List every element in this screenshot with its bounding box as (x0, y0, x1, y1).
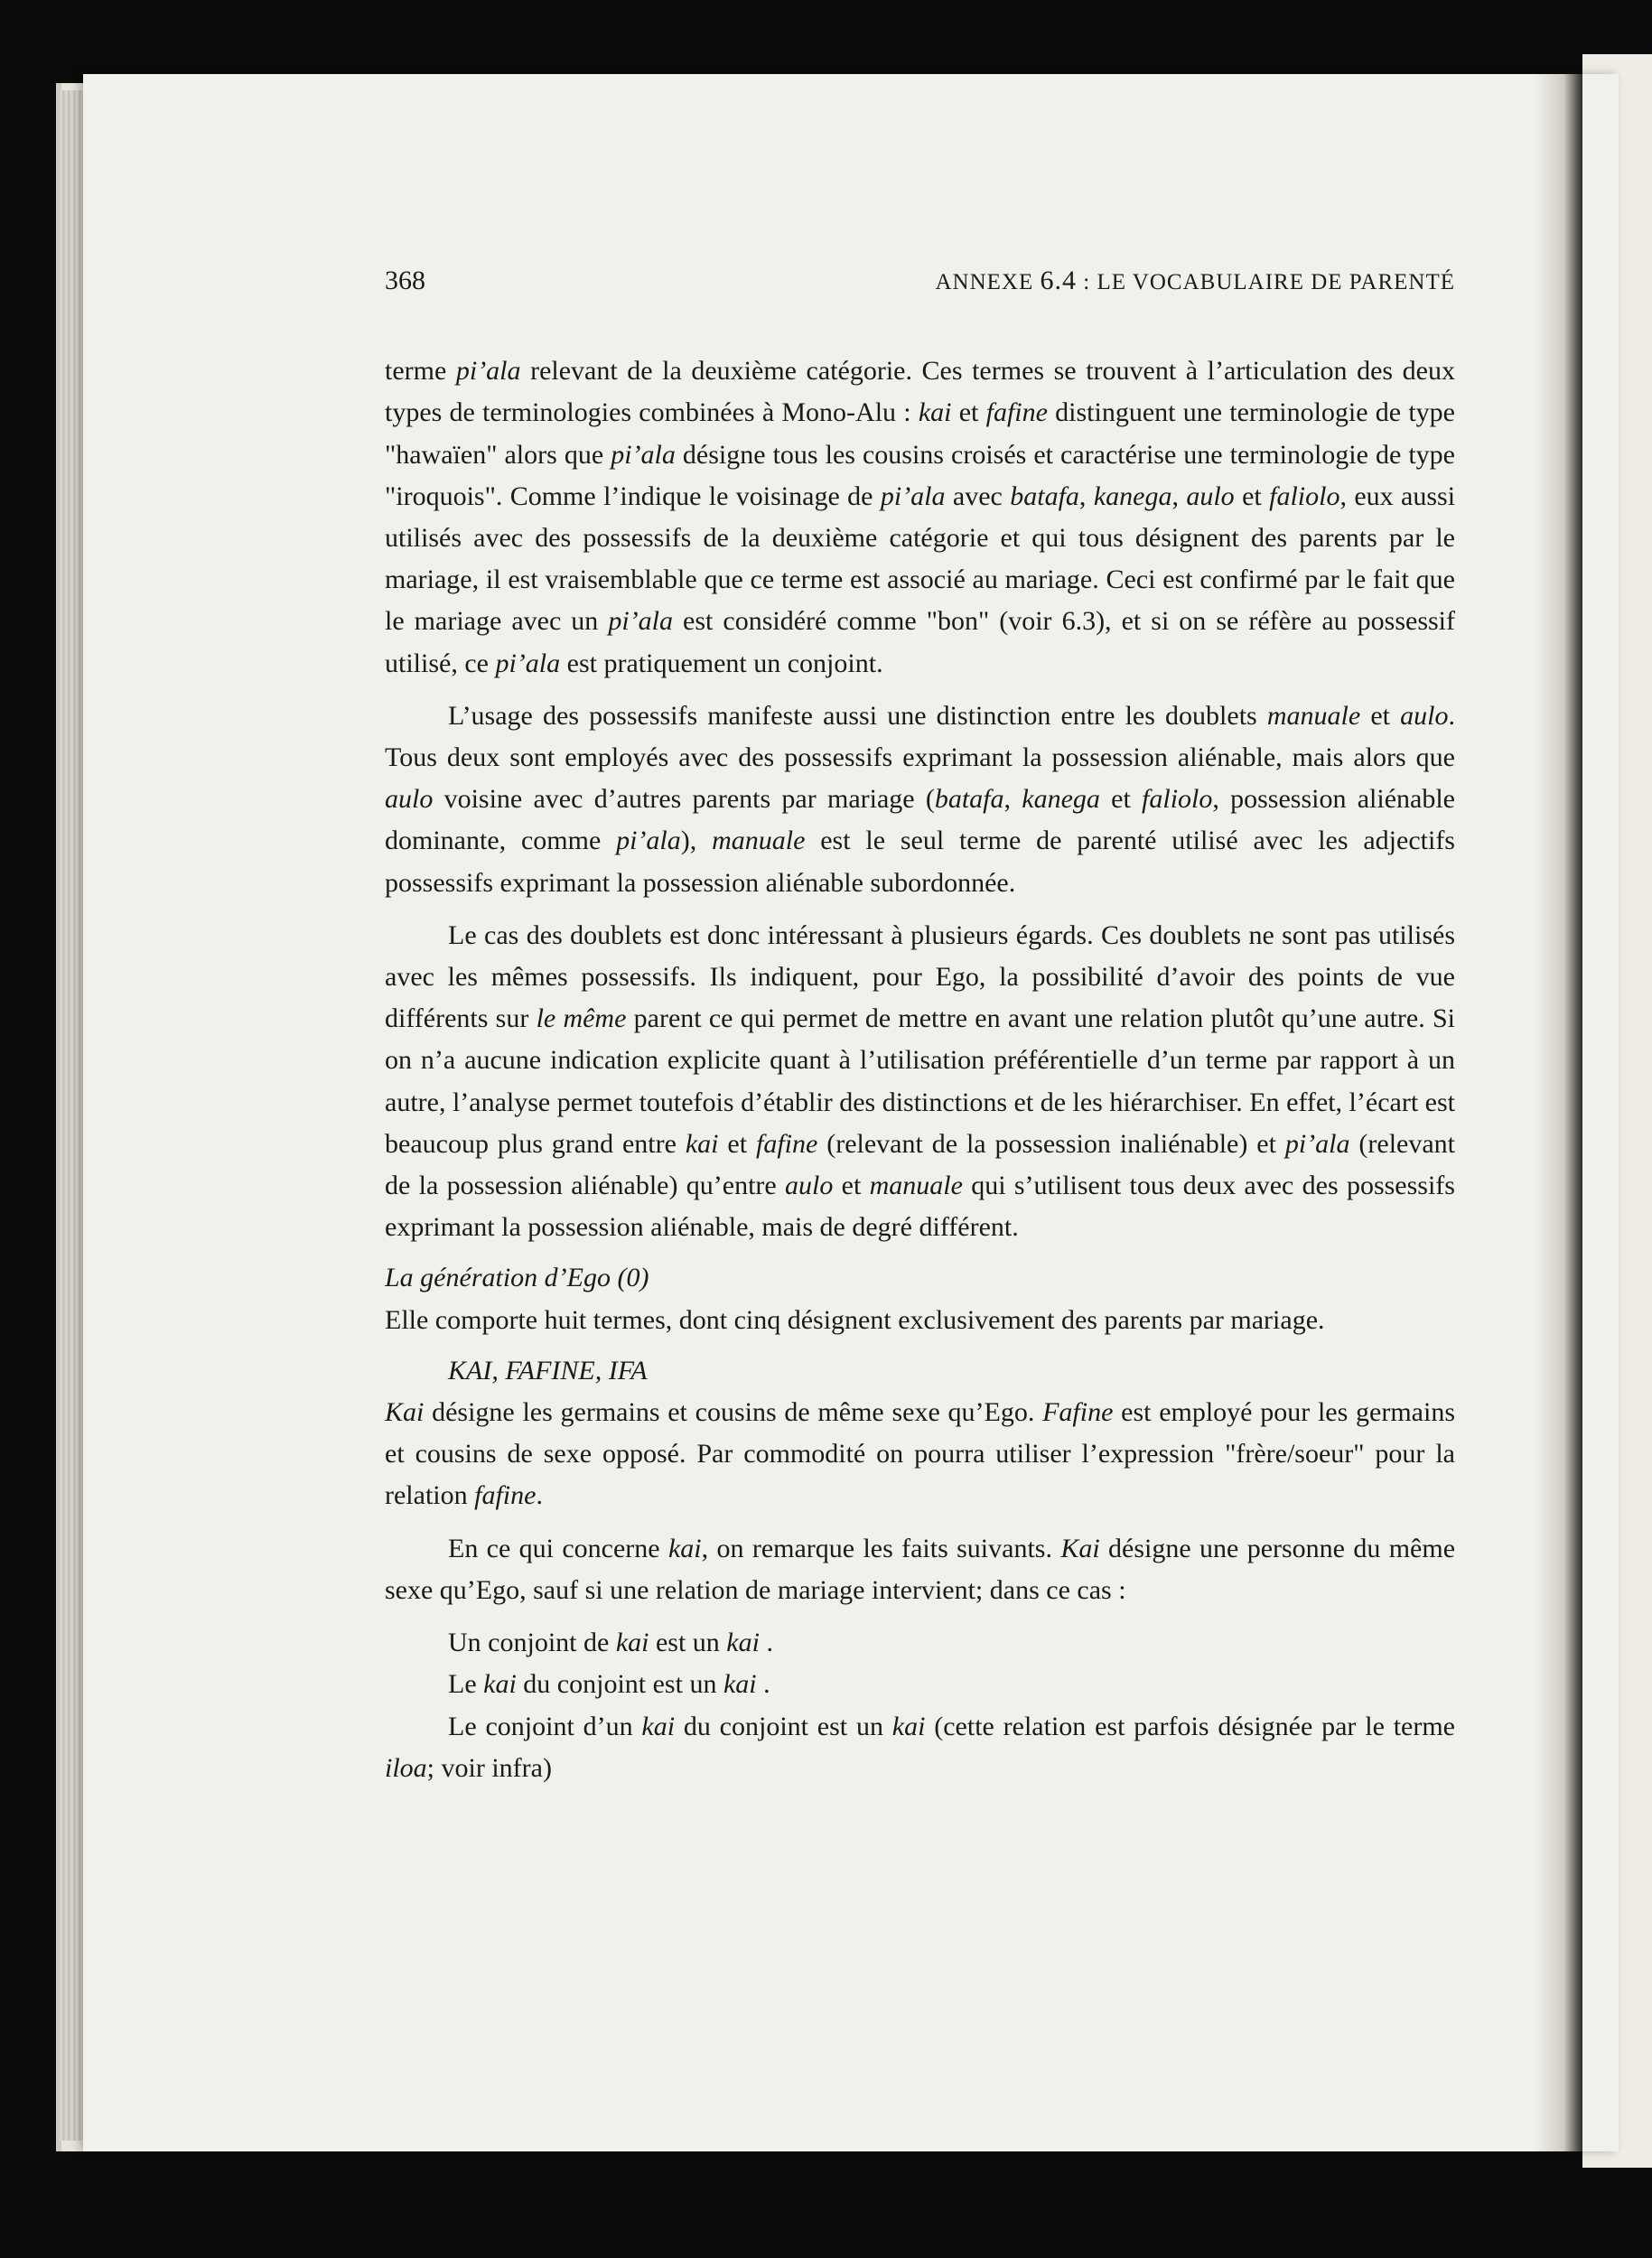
paragraph-5: Kai désigne les germains et cousins de même sexe qu’Ego. Fafine est employé pour les germains et cousins de sexe opposé. Par commodité on pourra utiliser l’expression "frère/soeur" pour la relation fafine. (385, 1397, 1455, 1511)
paragraph-6: En ce qui concerne kai, on remarque les faits suivants. Kai désigne une personne du même sexe qu’Ego, sauf si une relation de mariage intervient; dans ce cas : (385, 1533, 1456, 1605)
example-2: Le kai du conjoint est un kai . (448, 1669, 770, 1700)
page-text (385, 260, 1455, 1789)
subheading-kai-fafine-ifa: KAI, FAFINE, IFA (448, 1355, 648, 1386)
section-heading-generation: La génération d’Ego (0) (385, 1263, 649, 1293)
example-1: Un conjoint de kai est un kai . (448, 1628, 773, 1658)
book-gutter (1535, 74, 1582, 2151)
paragraph-4: Elle comporte huit termes, dont cinq désignent exclusivement des parents par mariage. (385, 1304, 1325, 1335)
paragraph-1: terme pi’ala relevant de la deuxième catégorie. Ces termes se trouvent à l’articulation des deux types de terminologies combinées à Mono-Alu : kai et fafine distinguent une terminologie de type "hawaïen" alors que pi’ala désigne tous les cousins croisés et caractérise une terminologie de type "iroquois". Comme l’indique le voisinage de pi’ala avec batafa, kanega, aulo et faliolo, eux aussi utilisés avec des possessifs de la deuxième catégorie et qui tous désignent des parents par le mariage, il est vraisemblable que ce terme est associé au mariage. Ceci est confirmé par le fait que le mariage avec un pi’ala est considéré comme "bon" (voir 6.3), et si on se réfère au possessif utilisé, ce pi’ala est pratiquement un conjoint. (385, 356, 1456, 678)
page-number: 368 (385, 266, 425, 295)
running-head (385, 260, 1455, 303)
paragraph-7: Le conjoint d’un kai du conjoint est un kai (cette relation est parfois désignée par le terme iloa; voir infra) (385, 1711, 1455, 1783)
running-title: ANNEXE 6.4 : LE VOCABULAIRE DE PARENTÉ (935, 266, 1455, 295)
paragraph-3: Le cas des doublets est donc intéressant à plusieurs égards. Ces doublets ne sont pas utilisés avec les mêmes possessifs. Ils indiquent, pour Ego, la possibilité d’avoir des points de vue différents sur le même parent ce qui permet de mettre en avant une relation plutôt qu’une autre. Si on n’a aucune indication explicite quant à l’utilisation préférentielle d’un terme par rapport à un autre, l’analyse permet toutefois d’établir des distinctions et de les hiérarchiser. En effet, l’écart est beaucoup plus grand entre kai et fafine (relevant de la possession inaliénable) et pi’ala (relevant de la possession aliénable) qu’entre aulo et manuale qui s’utilisent tous deux avec des possessifs exprimant la possession aliénable, mais de degré différent. (385, 919, 1456, 1243)
paragraph-2: L’usage des possessifs manifeste aussi une distinction entre les doublets manuale et aulo. Tous deux sont employés avec des possessifs exprimant la possession aliénable, mais alors que aulo voisine avec d’autres parents par mariage (batafa, kanega et faliolo, possession aliénable dominante, comme pi’ala), manuale est le seul terme de parenté utilisé avec les adjectifs possessifs exprimant la possession aliénable subordonnée. (385, 700, 1455, 898)
